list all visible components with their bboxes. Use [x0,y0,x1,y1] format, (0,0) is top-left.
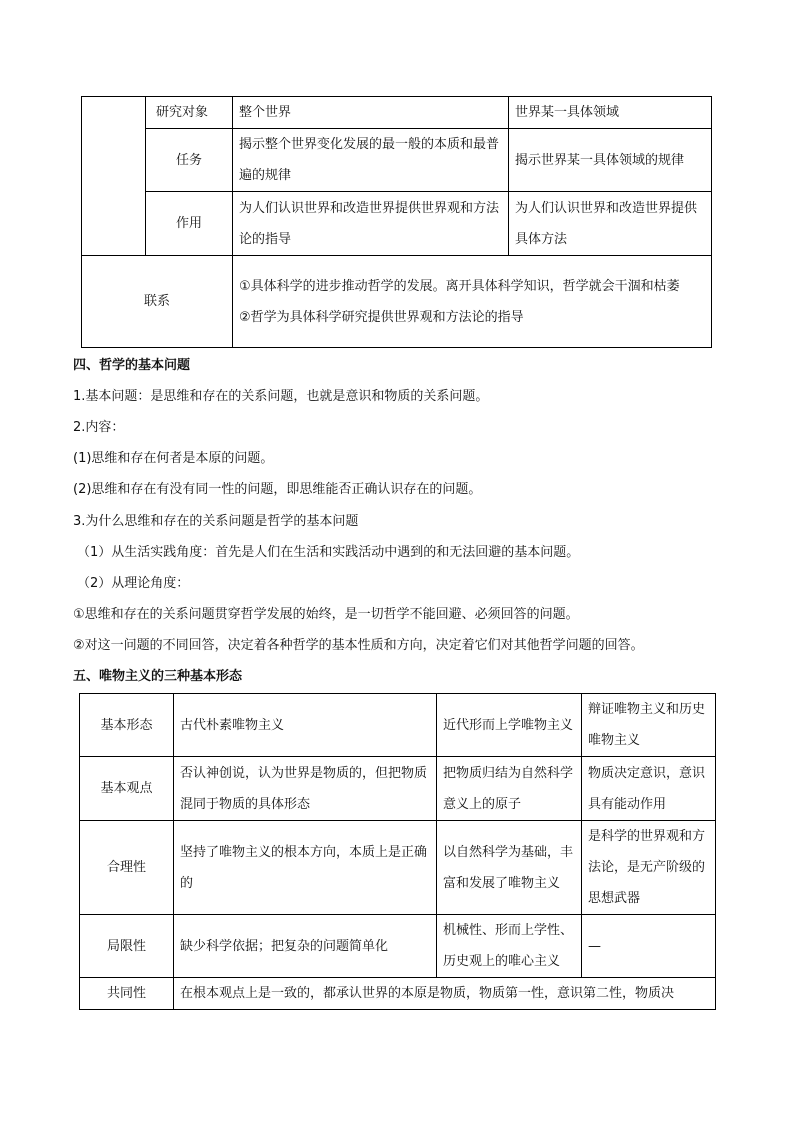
row-label: 共同性 [80,978,174,1010]
table-row [80,757,716,821]
table-cell: 是科学的世界观和方法论，是无产阶级的思想武器 [582,821,716,915]
section-heading: 四、哲学的基本问题 [73,358,191,373]
materialism-table [79,693,716,1010]
table-row [80,694,716,757]
table-cell: 缺少科学依据；把复杂的问题简单化 [174,915,437,978]
science-cell: 世界某一具体领域 [509,97,712,129]
paragraph-line: （2）从理论角度： [77,576,190,591]
row-label: 研究对象 [146,97,233,129]
row-label: 合理性 [80,821,174,915]
table-row [82,97,712,129]
philosophy-cell: 揭示整个世界变化发展的最一般的本质和最普遍的规律 [233,129,509,192]
paragraph-line: (1)思维和存在何者是本原的问题。 [73,451,274,466]
empty-cell [82,97,146,256]
table-cell: 坚持了唯物主义的根本方向，本质上是正确的 [174,821,437,915]
table-row [82,256,712,348]
table-row [80,821,716,915]
philosophy-cell: 为人们认识世界和改造世界提供世界观和方法论的指导 [233,192,509,256]
table-row [82,192,712,256]
paragraph-line: 2.内容： [73,420,125,435]
header-cell: 辩证唯物主义和历史唯物主义 [582,694,716,757]
table-cell: 否认神创说，认为世界是物质的，但把物质混同于物质的具体形态 [174,757,437,821]
table-cell: 机械性、形而上学性、历史观上的唯心主义 [437,915,582,978]
paragraph-line: ①思维和存在的关系问题贯穿哲学发展的始终，是一切哲学不能回避、必须回答的问题。 [73,607,579,622]
paragraph-line: 3.为什么思维和存在的关系问题是哲学的基本问题 [73,514,359,529]
paragraph-line: (2)思维和存在有没有同一性的问题，即思维能否正确认识存在的问题。 [73,482,482,497]
paragraph-line: 1.基本问题：是思维和存在的关系问题，也就是意识和物质的关系问题。 [73,389,489,404]
row-label: 基本形态 [80,694,174,757]
link-label: 联系 [82,256,233,348]
table-row [80,915,716,978]
row-label: 任务 [146,129,233,192]
table-cell: 以自然科学为基础，丰富和发展了唯物主义 [437,821,582,915]
table-cell: 物质决定意识，意识具有能动作用 [582,757,716,821]
table-row [82,129,712,192]
header-cell: 近代形而上学唯物主义 [437,694,582,757]
science-cell: 揭示世界某一具体领域的规律 [509,129,712,192]
philosophy-cell: 整个世界 [233,97,509,129]
table-cell: 把物质归结为自然科学意义上的原子 [437,757,582,821]
philosophy-science-table [81,96,712,348]
link-point-2: ②哲学为具体科学研究提供世界观和方法论的指导 [239,309,524,325]
table-cell: 在根本观点上是一致的，都承认世界的本原是物质，物质第一性，意识第二性，物质决 [174,978,716,1010]
science-cell: 为人们认识世界和改造世界提供具体方法 [509,192,712,256]
paragraph-line: （1）从生活实践角度：首先是人们在生活和实践活动中遇到的和无法回避的基本问题。 [77,545,580,560]
row-label: 局限性 [80,915,174,978]
table-cell: — [582,915,716,978]
table-row [80,978,716,1010]
paragraph-line: ②对这一问题的不同回答，决定着各种哲学的基本性质和方向，决定着它们对其他哲学问题的回答。 [73,638,644,653]
link-point-1: ①具体科学的进步推动哲学的发展。离开具体科学知识，哲学就会干涸和枯萎 [239,278,680,294]
row-label: 作用 [146,192,233,256]
header-cell: 古代朴素唯物主义 [174,694,437,757]
section-heading: 五、唯物主义的三种基本形态 [73,669,243,684]
row-label: 基本观点 [80,757,174,821]
link-cell [233,256,712,348]
